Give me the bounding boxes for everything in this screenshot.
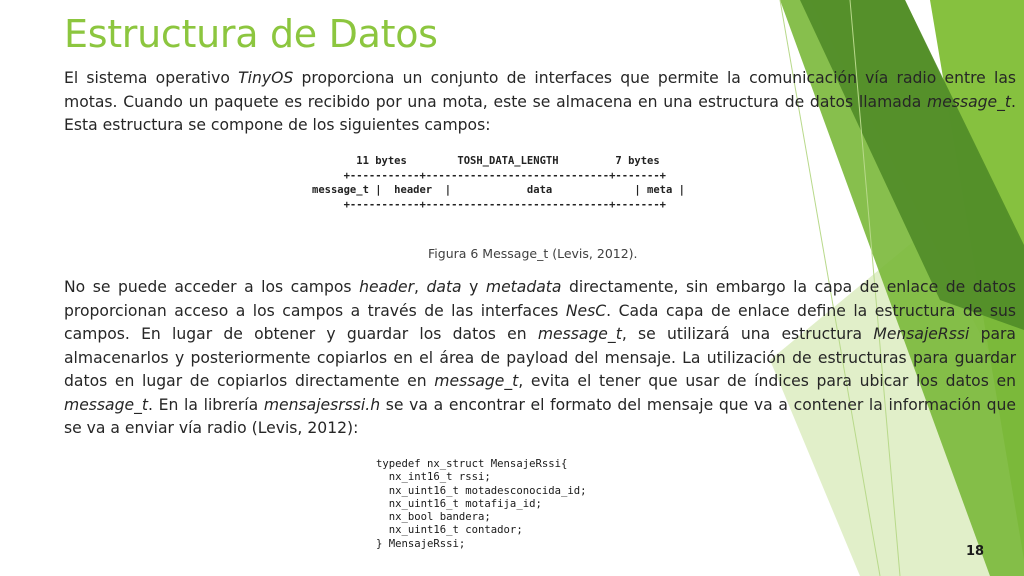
body-run: NesC [565, 301, 607, 320]
body-run: header [359, 278, 414, 296]
body-run: mensajesrssi.h [263, 395, 381, 414]
body-run: message_t [64, 395, 148, 414]
slide-title: Estructura de Datos [64, 12, 438, 56]
intro-run: El sistema operativo [64, 69, 239, 87]
body-run: directamente, sin embargo la capa de enlace de datos proporcionan acceso a los campos a través de las interfaces [64, 278, 1016, 320]
page-number: 18 [966, 544, 985, 559]
code-line: nx_uint16_t motafija_id; [376, 497, 542, 510]
body-run: data [426, 278, 462, 296]
figure-caption: Figura 6 Message_t (Levis, 2012). [428, 246, 638, 261]
body-run: para almacenarlos y posteriormente copiarlos en el área de payload del mensaje. La utilización de estructuras para guardar datos en lugar de copiarlos directamente en [64, 325, 1016, 390]
intro-run: TinyOS [238, 69, 294, 87]
intro-paragraph [64, 67, 1016, 138]
body-run: , se utilizará una estructura [621, 325, 874, 343]
message-t-figure [312, 154, 685, 212]
figure-line: message_t | header | data | meta | [312, 184, 685, 196]
body-run: . Cada capa de enlace define la estructura de sus campos. En lugar de obtener y guardar los datos en [64, 301, 1016, 343]
body-run: se va a encontrar el formato del mensaje que va a contener la información que se va a enviar vía radio (Levis, 2012): [64, 395, 1017, 437]
code-line: } MensajeRssi; [376, 537, 466, 550]
figure-line: +-----------+-----------------------------+-------+ [312, 198, 667, 211]
body-run: , evita el tener que usar de índices para ubicar los datos en [518, 372, 1016, 390]
body-run: y [461, 278, 486, 296]
figure-line: +-----------+-----------------------------+-------+ [312, 169, 667, 182]
body-run: message_t [537, 325, 622, 343]
body-run: No se puede acceder a los campos [64, 278, 360, 296]
intro-run: . Esta estructura se compone de los siguientes campos: [64, 92, 1016, 134]
body-run: message_t [434, 372, 519, 390]
intro-run: message_t [927, 92, 1012, 111]
body-paragraph [64, 276, 1016, 441]
body-run: MensajeRssi [873, 325, 970, 343]
body-run: . En la librería [148, 395, 264, 414]
intro-run: proporciona un conjunto de interfaces que permite la comunicación vía radio entre las motas. Cuando un paquete es recibido por una mota, este se almacena en una estructura de datos llamada [64, 69, 1017, 111]
code-line: nx_uint16_t contador; [376, 524, 523, 537]
body-run: , [414, 278, 427, 296]
body-run: metadata [485, 278, 562, 296]
code-line: nx_bool bandera; [376, 511, 491, 524]
code-line: nx_uint16_t motadesconocida_id; [376, 484, 587, 497]
code-line: typedef nx_struct MensajeRssi{ [376, 458, 568, 470]
code-snippet [376, 458, 586, 551]
code-line: nx_int16_t rssi; [376, 471, 491, 484]
figure-line: 11 bytes TOSH_DATA_LENGTH 7 bytes [312, 155, 660, 167]
